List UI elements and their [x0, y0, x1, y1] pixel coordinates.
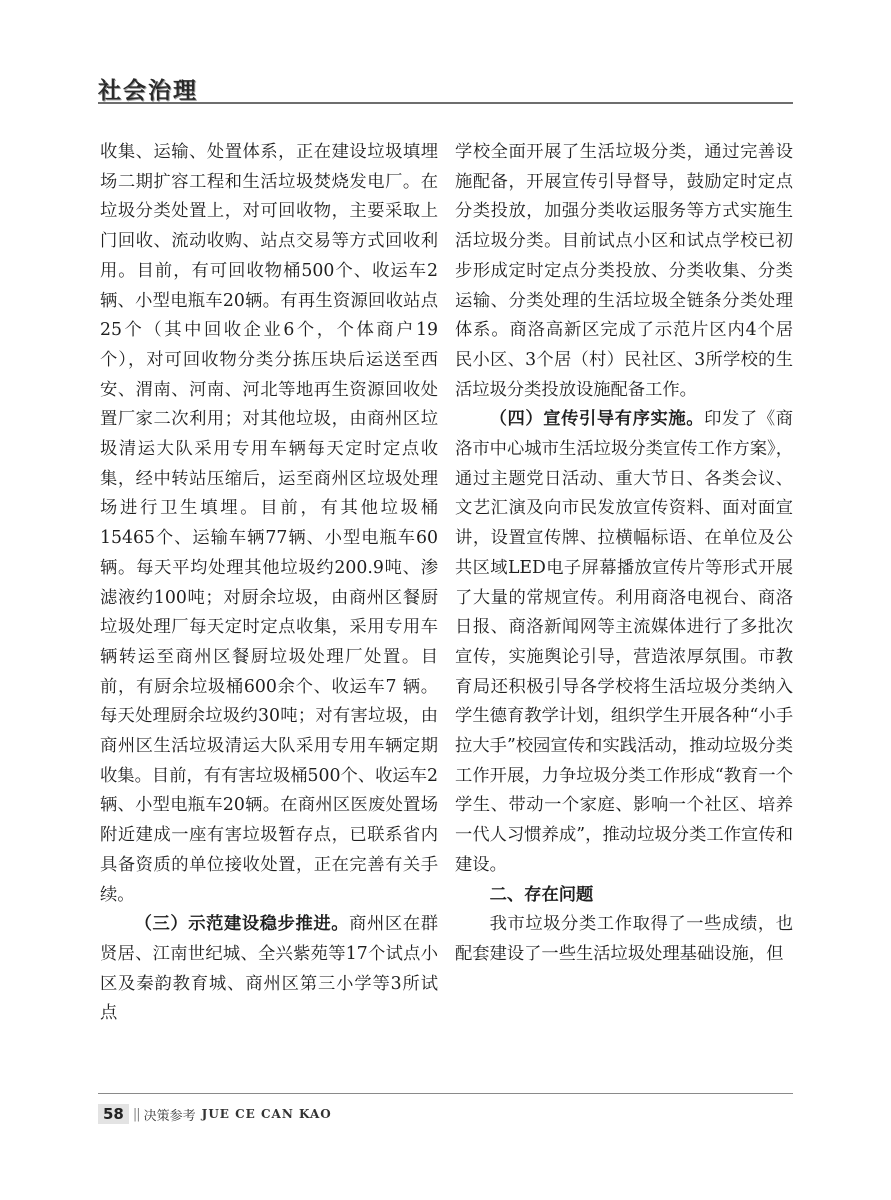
subsection-heading-4: （四）宣传引导有序实施。 — [489, 409, 705, 430]
header-divider — [98, 102, 793, 104]
section-heading-2: 二、存在问题 — [489, 884, 594, 905]
left-paragraph-2-body: 商州区在群贤居、江南世纪城、全兴紫苑等17个试点小区及秦韵教育城、商州区第三小学等3所试点 — [100, 914, 438, 1024]
journal-name-en: JUE CE CAN KAO — [201, 1107, 332, 1121]
left-paragraph-2 — [100, 910, 438, 1029]
left-paragraph-1: 收集、运输、处置体系，正在建设垃圾填埋场二期扩容工程和生活垃圾焚烧发电厂。在垃圾分类处置上，对可回收物，主要采取上门回收、流动收购、站点交易等方式回收利用。目前，有可回收物桶500个、收运车2 辆、小型电瓶车20辆。有再生资源回收站点25个（其中回收企业6个，个体商户19个），对可回收物分类分拣压块后运送至西安、渭南、河南、河北等地再生资源回收处置厂家二次利用；对其他垃圾，由商州区垃圾清运大队采用专用车辆每天定时定点收集，经中转站压缩后，运至商州区垃圾处理场进行卫生填埋。目前，有其他垃圾桶15465个、运输车辆77辆、小型电瓶车60辆。每天平均处理其他垃圾约200.9吨、渗滤液约100吨；对厨余垃圾，由商州区餐厨垃圾处理厂每天定时定点收集，采用专用车辆转运至商州区餐厨垃圾处理厂处置。目前，有厨余垃圾桶600余个、收运车7 辆。每天处理厨余垃圾约30吨；对有害垃圾，由商州区生活垃圾清运大队采用专用车辆定期收集。目前，有有害垃圾桶500个、收运车2辆、小型电瓶车20辆。在商州区医废处置场附近建成一座有害垃圾暂存点，已联系省内具备资质的单位接收处置，正在完善有关手续。 — [100, 142, 438, 905]
right-paragraph-1: 学校全面开展了生活垃圾分类，通过完善设施配备，开展宣传引导督导，鼓励定时定点分类投放，加强分类收运服务等方式实施生活垃圾分类。目前试点小区和试点学校已初步形成定时定点分类投放、分类收集、分类运输、分类处理的生活垃圾全链条分类处理体系。商洛高新区完成了示范片区内4个居民小区、3个居（村）民社区、3所学校的生活垃圾分类投放设施配备工作。 — [455, 142, 793, 400]
right-paragraph-2 — [455, 405, 793, 880]
page-footer — [98, 1104, 332, 1124]
journal-name-cn: 决策参考 — [143, 1108, 196, 1124]
subsection-heading-3: （三）示范建设稳步推进。 — [134, 914, 350, 935]
right-column — [455, 138, 793, 970]
footer-separator: || — [132, 1106, 140, 1122]
page-number: 58 — [98, 1104, 129, 1124]
right-paragraph-2-body: 印发了《商洛市中心城市生活垃圾分类宣传工作方案》，通过主题党日活动、重大节日、各类会议、文艺汇演及向市民发放宣传资料、面对面宣讲，设置宣传牌、拉横幅标语、在单位及公共区域LED电子屏幕播放宣传片等形式开展了大量的常规宣传。利用商洛电视台、商洛日报、商洛新闻网等主流媒体进行了多批次宣传，实施舆论引导，营造浓厚氛围。市教育局还积极引导各学校将生活垃圾分类纳入学生德育教学计划，组织学生开展各种“小手拉大手”校园宣传和实践活动，推动垃圾分类工作开展，力争垃圾分类工作形成“教育一个学生、带动一个家庭、影响一个社区、培养一代人习惯养成”，推动垃圾分类工作宣传和建设。 — [455, 409, 793, 875]
footer-divider — [98, 1093, 793, 1094]
left-column — [100, 138, 438, 1029]
right-paragraph-3: 我市垃圾分类工作取得了一些成绩，也配套建设了一些生活垃圾处理基础设施，但 — [455, 914, 793, 964]
section-title: 社会治理 — [98, 78, 198, 104]
